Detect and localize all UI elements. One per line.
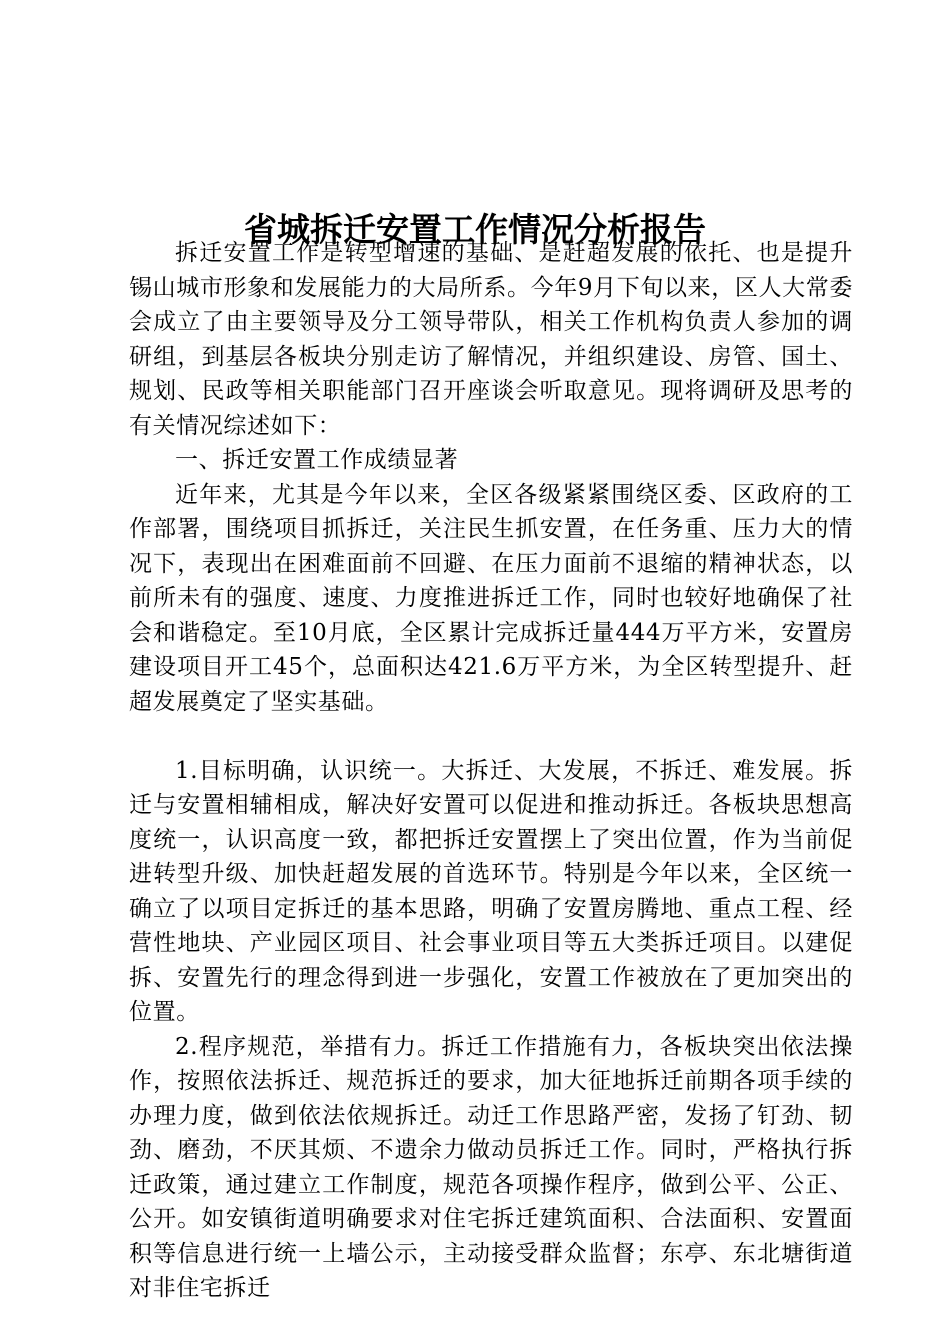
document-title: 省城拆迁安置工作情况分析报告 (244, 210, 706, 250)
paragraph-intro: 拆迁安置工作是转型增速的基础、是赶超发展的依托、也是提升锡山城市形象和发展能力的大局所系。今年9月下旬以来，区人大常委会成立了由主要领导及分工领导带队，相关工作机构负责人参加的调研组，到基层各板块分别走访了解情况，并组织建设、房管、国土、规划、民政等相关职能部门召开座谈会听取意见。现将调研及思考的有关情况综述如下： (129, 240, 853, 439)
paragraph-point-2: 2.程序规范，举措有力。拆迁工作措施有力，各板块突出依法操作，按照依法拆迁、规范拆迁的要求，加大征地拆迁前期各项手续的办理力度，做到依法依规拆迁。动迁工作思路严密，发扬了钉劲、韧劲、磨劲，不厌其烦、不遗余力做动员拆迁工作。同时，严格执行拆迁政策，通过建立工作制度，规范各项操作程序，做到公平、公正、公开。如安镇街道明确要求对住宅拆迁建筑面积、合法面积、安置面积等信息进行统一上墙公示，主动接受群众监督；东亭、东北塘街道对非住宅拆迁 (129, 1033, 853, 1301)
paragraph-achievements: 近年来，尤其是今年以来，全区各级紧紧围绕区委、区政府的工作部署，围绕项目抓拆迁，关注民生抓安置，在任务重、压力大的情况下，表现出在困难面前不回避、在压力面前不退缩的精神状态，以前所未有的强度、速度、力度推进拆迁工作，同时也较好地确保了社会和谐稳定。至10月底，全区累计完成拆迁量444万平方米，安置房建设项目开工45个，总面积达421.6万平方米，为全区转型提升、赶超发展奠定了坚实基础。 (129, 481, 853, 715)
document-body (129, 236, 853, 1306)
paragraph-point-1: 1.目标明确，认识统一。大拆迁、大发展，不拆迁、难发展。拆迁与安置相辅相成，解决好安置可以促进和推动拆迁。各板块思想高度统一，认识高度一致，都把拆迁安置摆上了突出位置，作为当前促进转型升级、加快赶超发展的首选环节。特别是今年以来，全区统一确立了以项目定拆迁的基本思路，明确了安置房腾地、重点工程、经营性地块、产业园区项目、社会事业项目等五大类拆迁项目。以建促拆、安置先行的理念得到进一步强化，安置工作被放在了更加突出的位置。 (129, 757, 853, 1025)
section-heading: 一、拆迁安置工作成绩显著 (175, 447, 459, 473)
